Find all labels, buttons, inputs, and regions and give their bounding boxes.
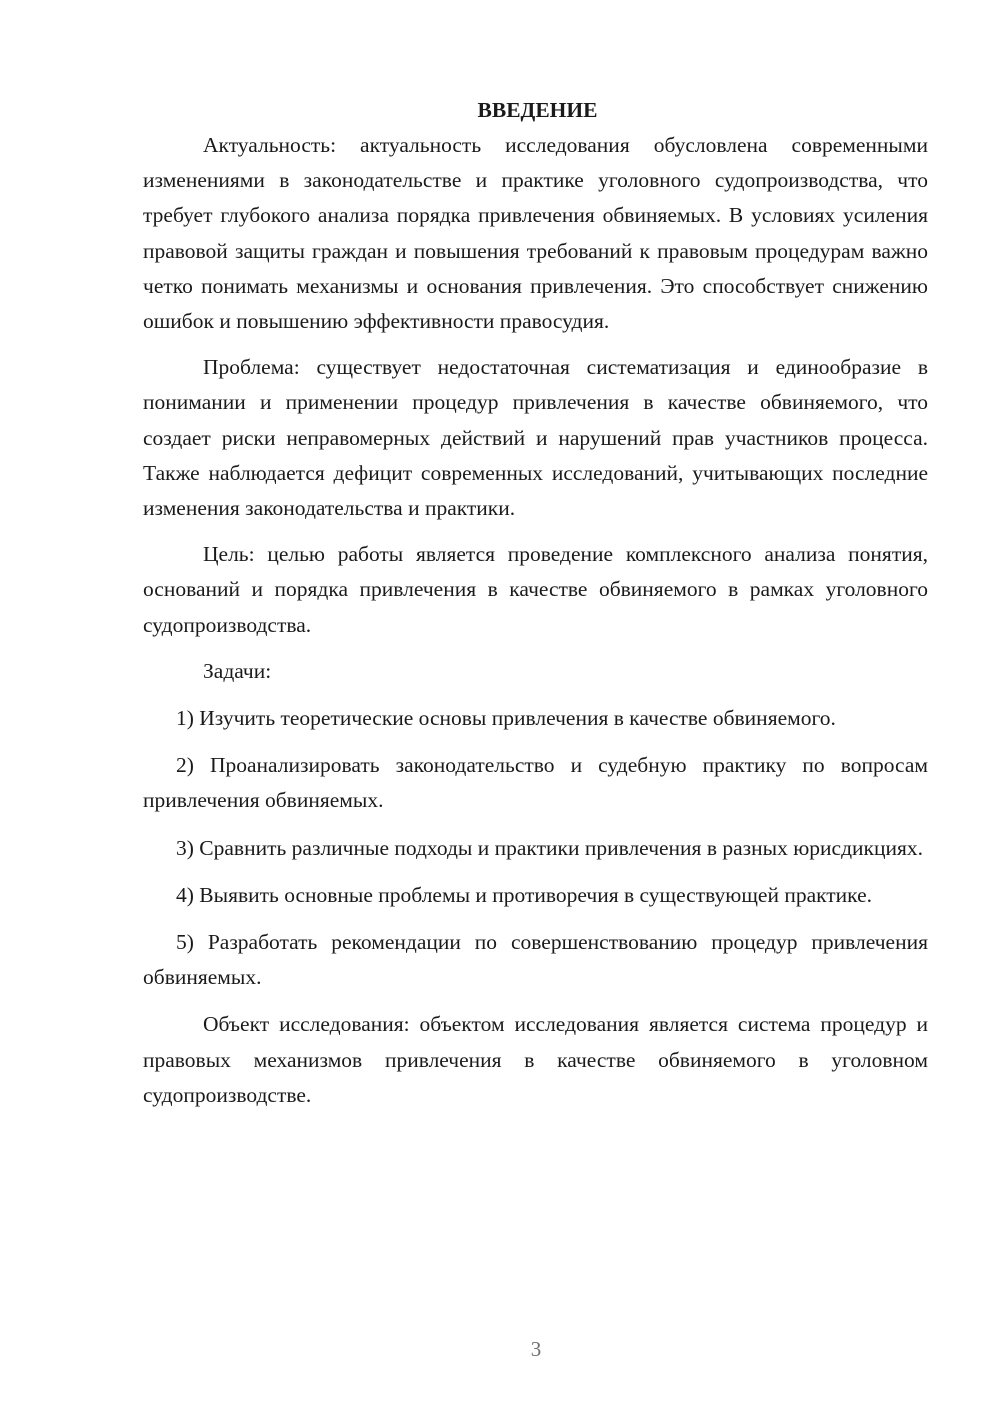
tasks-heading: Задачи:	[203, 658, 272, 683]
paragraph-object: Объект исследования: объектом исследования является система процедур и правовых механизмов привлечения в качестве обвиняемого в уголовном судопроизводстве.	[143, 1012, 928, 1107]
task-item: 3) Сравнить различные подходы и практики привлечения в разных юрисдикциях.	[176, 835, 923, 860]
page-number: 3	[530, 1337, 542, 1361]
task-item: 1) Изучить теоретические основы привлечения в качестве обвиняемого.	[176, 706, 836, 731]
section-title: ВВЕДЕНИЕ	[477, 98, 598, 122]
paragraph-goal: Цель: целью работы является проведение комплексного анализа понятия, оснований и порядка привлечения в качестве обвиняемого в рамках уголовного судопроизводства.	[143, 542, 928, 637]
document-body	[143, 93, 928, 1113]
task-item: 4) Выявить основные проблемы и противоречия в существующей практике.	[176, 882, 873, 907]
task-item: 5) Разработать рекомендации по совершенствованию процедур привлечения обвиняемых.	[143, 930, 928, 990]
paragraph-relevance: Актуальность: актуальность исследования обусловлена современными изменениями в законодательстве и практике уголовного судопроизводства, что требует глубокого анализа порядка привлечения обвиняемых. В условиях усиления правовой защиты граждан и повышения требований к правовым процедурам важно четко понимать механизмы и основания привлечения. Это способствует снижению ошибок и повышению эффективности правосудия.	[143, 133, 928, 334]
paragraph-problem: Проблема: существует недостаточная систематизация и единообразие в понимании и применении процедур привлечения в качестве обвиняемого, что создает риски неправомерных действий и нарушений прав участников процесса. Также наблюдается дефицит современных исследований, учитывающих последние изменения законодательства и практики.	[143, 355, 928, 521]
task-item: 2) Проанализировать законодательство и судебную практику по вопросам привлечения обвиняемых.	[143, 753, 928, 813]
tasks-list	[143, 701, 928, 995]
